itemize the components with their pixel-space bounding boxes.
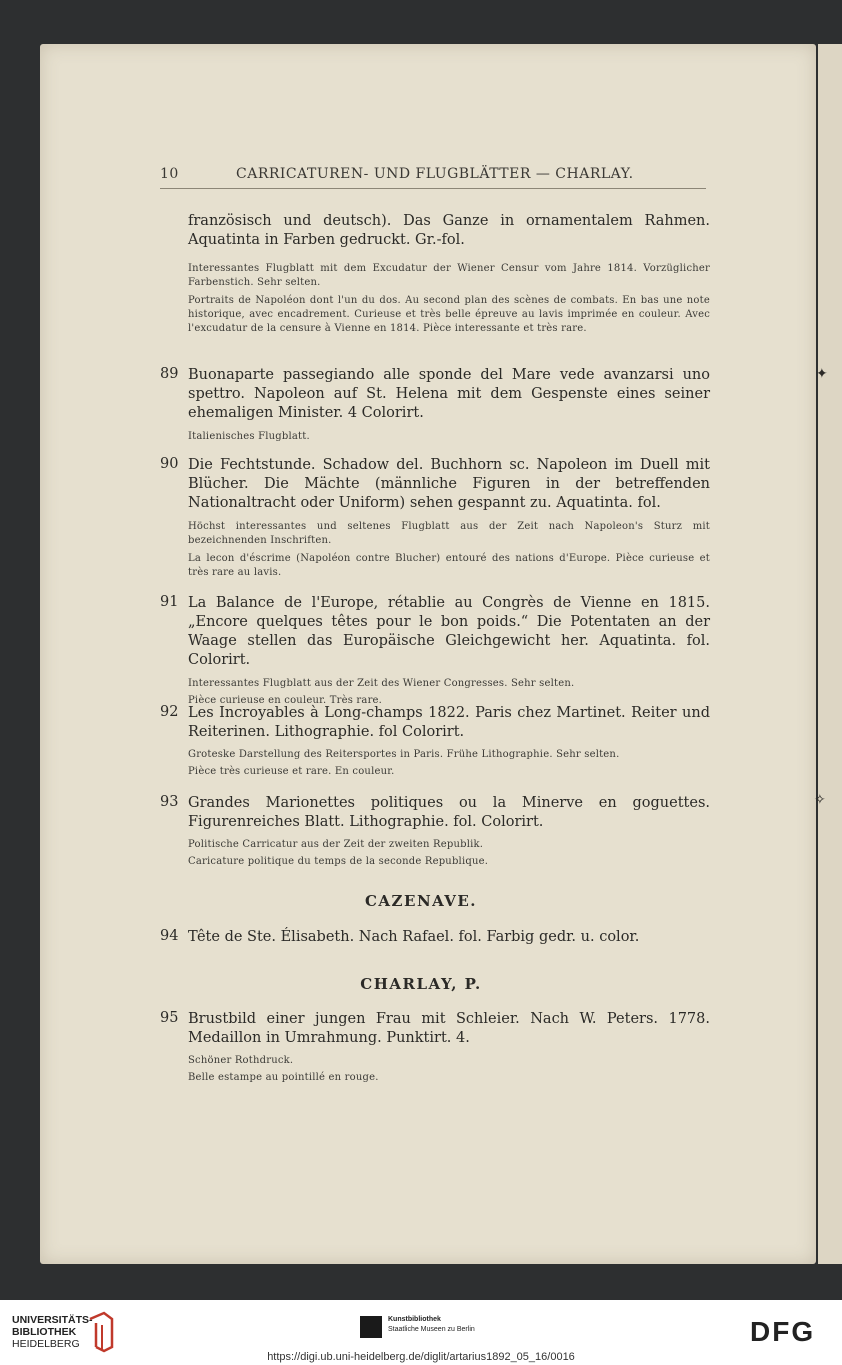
entry-number: 91	[160, 594, 179, 610]
entry-note: Italienisches Flugblatt.	[188, 431, 310, 442]
entry-note: Pièce curieuse en couleur. Très rare.	[188, 695, 383, 706]
entry-number: 95	[160, 1010, 179, 1026]
entry-number: 94	[160, 928, 179, 944]
entry-number: 90	[160, 456, 179, 472]
kunstbibliothek-label	[388, 1315, 475, 1335]
kb-line: Staatliche Museen zu Berlin	[388, 1326, 475, 1333]
entry-text: Die Fechtstunde. Schadow del. Buchhorn sc. Napoleon im Duell mit Blücher. Die Mächte (männliche Figuren in der betreffenden Nationaltracht oder Uniform) sehen gespannt zu. Aquatinta. fol.	[188, 457, 710, 511]
ub-logo-line: BIBLIOTHEK	[12, 1326, 77, 1338]
entry-93	[160, 794, 710, 869]
entry-note: Groteske Darstellung des Reitersportes in Paris. Frühe Lithographie. Sehr selten.	[188, 749, 620, 760]
entry-90	[160, 456, 710, 580]
entry-95	[160, 1010, 710, 1085]
entry-note: Interessantes Flugblatt aus der Zeit des Wiener Congresses. Sehr selten.	[188, 678, 575, 689]
entry-text: Brustbild einer jungen Frau mit Schleier. Nach W. Peters. 1778. Medaillon in Umrahmung. Punktirt. 4.	[188, 1011, 710, 1046]
page-url[interactable]: https://digi.ub.uni-heidelberg.de/diglit/artarius1892_05_16/0016	[267, 1351, 575, 1363]
entry-text: La Balance de l'Europe, rétablie au Congrès de Vienne en 1815. „Encore quelques têtes pour le bon poids.“ Die Potentaten an der Waage stellen das Europäische Gleichgewicht her. Aquatinta. fol. Colorirt.	[188, 595, 710, 668]
entry-number: 92	[160, 704, 179, 720]
entry-text: Buonaparte passegiando alle sponde del Mare vede avanzarsi uno spettro. Napoleon auf St. Helena mit dem Gespenste eines seiner ehemaligen Minister. 4 Colorirt.	[188, 367, 710, 421]
running-title: CARRICATUREN- UND FLUGBLÄTTER — CHARLAY.	[236, 166, 634, 182]
entry-94	[160, 928, 710, 947]
adjacent-page-edge	[818, 44, 842, 1264]
section-heading-cazenave: CAZENAVE.	[364, 892, 477, 910]
ub-logo-line: HEIDELBERG	[12, 1338, 80, 1350]
intro-text: französisch und deutsch). Das Ganze in ornamentalem Rahmen. Aquatinta in Farben gedruckt. Gr.-fol.	[188, 213, 710, 248]
page-number: 10	[160, 166, 179, 182]
running-header	[160, 166, 706, 189]
margin-mark: ✦	[816, 366, 828, 382]
entry-note: Pièce très curieuse et rare. En couleur.	[188, 766, 395, 777]
entry-text: Grandes Marionettes politiques ou la Minerve en goguettes. Figurenreiches Blatt. Lithographie. fol. Colorirt.	[188, 795, 710, 830]
entry-note: Belle estampe au pointillé en rouge.	[188, 1072, 379, 1083]
viewer-footer	[0, 1300, 842, 1365]
kb-line: Kunstbibliothek	[388, 1316, 441, 1323]
entry-note: Politische Carricatur aus der Zeit der zweiten Republik.	[188, 839, 484, 850]
entry-number: 93	[160, 794, 179, 810]
entry-note: Schöner Rothdruck.	[188, 1055, 294, 1066]
intro-note-de: Interessantes Flugblatt mit dem Excudatur der Wiener Censur vom Jahre 1814. Vorzüglicher Farbenstich. Sehr selten.	[188, 263, 710, 288]
entry-89	[160, 366, 710, 444]
kunstbibliothek-logo-icon[interactable]	[360, 1316, 382, 1338]
entry-92	[160, 704, 710, 779]
section-heading-charlay: CHARLAY, P.	[360, 975, 482, 993]
entry-91	[160, 594, 710, 708]
margin-mark: ✧	[814, 792, 826, 808]
entry-text: Les Incroyables à Long-champs 1822. Paris chez Martinet. Reiter und Reiterinen. Lithographie. fol Colorirt.	[188, 705, 710, 740]
ub-heidelberg-logo[interactable]	[12, 1314, 93, 1350]
ub-emblem-icon	[86, 1311, 116, 1353]
intro-note-fr: Portraits de Napoléon dont l'un du dos. Au second plan des scènes de combats. En bas une note historique, avec encadrement. Curieuse et très belle épreuve au lavis imprimée en couleur. Avec l'excudatur de la censure à Vienne en 1814. Pièce interessante et très rare.	[188, 295, 710, 334]
entry-note: Höchst interessantes und seltenes Flugblatt aus der Zeit nach Napoleon's Sturz mit bezeichnenden Inschriften.	[188, 521, 710, 546]
ub-logo-line: UNIVERSITÄTS-	[12, 1314, 93, 1326]
dfg-logo[interactable]: DFG	[750, 1316, 816, 1347]
entry-text: Tête de Ste. Élisabeth. Nach Rafael. fol. Farbig gedr. u. color.	[188, 929, 640, 945]
entry-note: La lecon d'éscrime (Napoléon contre Blucher) entouré des nations d'Europe. Pièce curieuse et très rare au lavis.	[188, 553, 710, 578]
entry-number: 89	[160, 366, 179, 382]
entry-note: Caricature politique du temps de la seconde Republique.	[188, 856, 489, 867]
